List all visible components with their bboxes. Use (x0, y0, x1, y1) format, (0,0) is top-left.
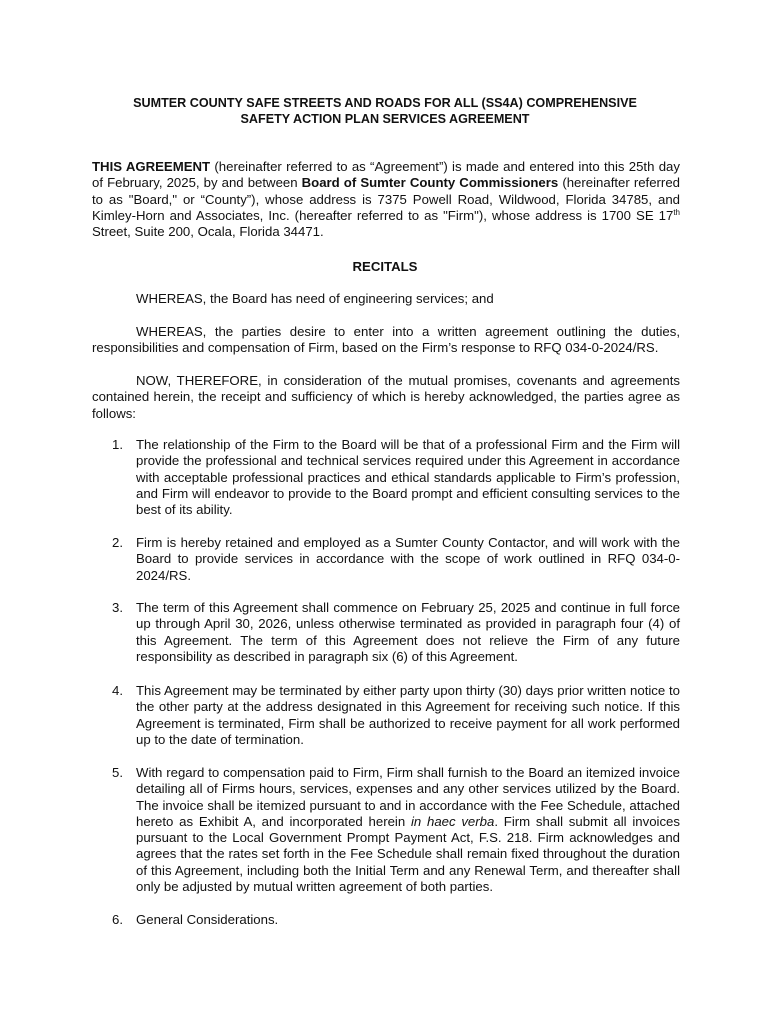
intro-lead: THIS AGREEMENT (92, 159, 211, 174)
board-name: Board of Sumter County Commissioners (301, 175, 559, 191)
whereas-1: WHEREAS, the Board has need of engineering services; and (136, 291, 494, 306)
item-number: 2. (112, 535, 123, 550)
intro-paragraph (92, 159, 680, 240)
recitals-heading: RECITALS (352, 259, 418, 274)
title-line-2: SAFETY ACTION PLAN SERVICES AGREEMENT (240, 112, 530, 127)
item-text: Firm is hereby retained and employed as a Sumter County Contactor, and will work with the Board to provide services in accordance with the scope of work outlined in RFQ 034-0-2024/RS. (136, 535, 680, 583)
item-text-a: With regard to compensation paid to Firm, Firm shall furnish to the Board an itemized invoice detailing all of Firms hours, services, expenses and any other services utilized by the Board. The invoice shall be itemized pursuant to and in accordance with the Fee Schedule, attached hereto as Exhibit A, and incorporated herein (136, 765, 680, 829)
item-number: 6. (112, 912, 123, 927)
whereas-2: WHEREAS, the parties desire to enter into a written agreement outlining the duties, responsibilities and compensation of Firm, based on the Firm’s response to RFQ 034-0-2024/RS. (92, 324, 680, 356)
list-item-3 (112, 600, 680, 665)
title-line-1: SUMTER COUNTY SAFE STREETS AND ROADS FOR ALL (SS4A) COMPREHENSIVE (133, 96, 637, 110)
item-text: The term of this Agreement shall commence on February 25, 2025 and continue in full force up through April 30, 2026, unless otherwise terminated as provided in paragraph four (4) of this Agreement. The term of this Agreement does not relieve the Firm of any future responsibility as described in paragraph six (6) of this Agreement. (136, 600, 680, 664)
intro-text-1: (hereinafter referred to as “Agreement”) is made and entered into this 25th day of February, 2025, by and between (92, 159, 680, 191)
intro-text-3: Street, Suite 200, Ocala, Florida 34471. (92, 224, 324, 240)
list-item-1 (112, 437, 680, 518)
list-item-6 (112, 912, 680, 928)
list-item-5 (112, 765, 680, 895)
list-item-4 (112, 683, 680, 748)
item-number: 5. (112, 765, 123, 780)
latin-phrase: in haec verba (410, 813, 495, 829)
item-number: 1. (112, 437, 123, 452)
list-item-2 (112, 535, 680, 584)
document-title (90, 95, 680, 128)
item-number: 4. (112, 683, 123, 698)
intro-text-2: (hereinafter referred to as "Board," or “County”), whose address is 7375 Powell Road, Wildwood, Florida 34785, and Kimley-Horn and Associates, Inc. (hereafter referred to as "Firm"), whose address is 1700 SE 17 (92, 175, 680, 223)
item-text (136, 765, 680, 895)
item-text-b: . Firm shall submit all invoices pursuant to the Local Government Prompt Payment Act, F.S. 218. Firm acknowledges and agrees that the rates set forth in the Fee Schedule shall remain fixed throughout the duration of this Agreement, including both the Initial Term and any Renewal Term, and thereafter shall only be adjusted by mutual written agreement of both parties. (136, 813, 680, 895)
ordinal-suffix: th (673, 207, 680, 217)
item-text: This Agreement may be terminated by either party upon thirty (30) days prior written notice to the other party at the address designated in this Agreement for receiving such notice. If this Agreement is terminated, Firm shall be authorized to receive payment for all work performed up to the date of termination. (136, 683, 680, 747)
now-therefore: NOW, THEREFORE, in consideration of the mutual promises, covenants and agreements contained herein, the receipt and sufficiency of which is hereby acknowledged, the parties agree as follows: (92, 373, 680, 421)
item-text: General Considerations. (136, 912, 279, 927)
item-text: The relationship of the Firm to the Board will be that of a professional Firm and the Firm will provide the professional and technical services required under this Agreement in accordance with acceptable professional practices and ethical standards applicable to Firm’s profession, and Firm will endeavor to provide to the Board prompt and efficient consulting services to the best of its ability. (136, 437, 680, 518)
item-number: 3. (112, 600, 123, 615)
